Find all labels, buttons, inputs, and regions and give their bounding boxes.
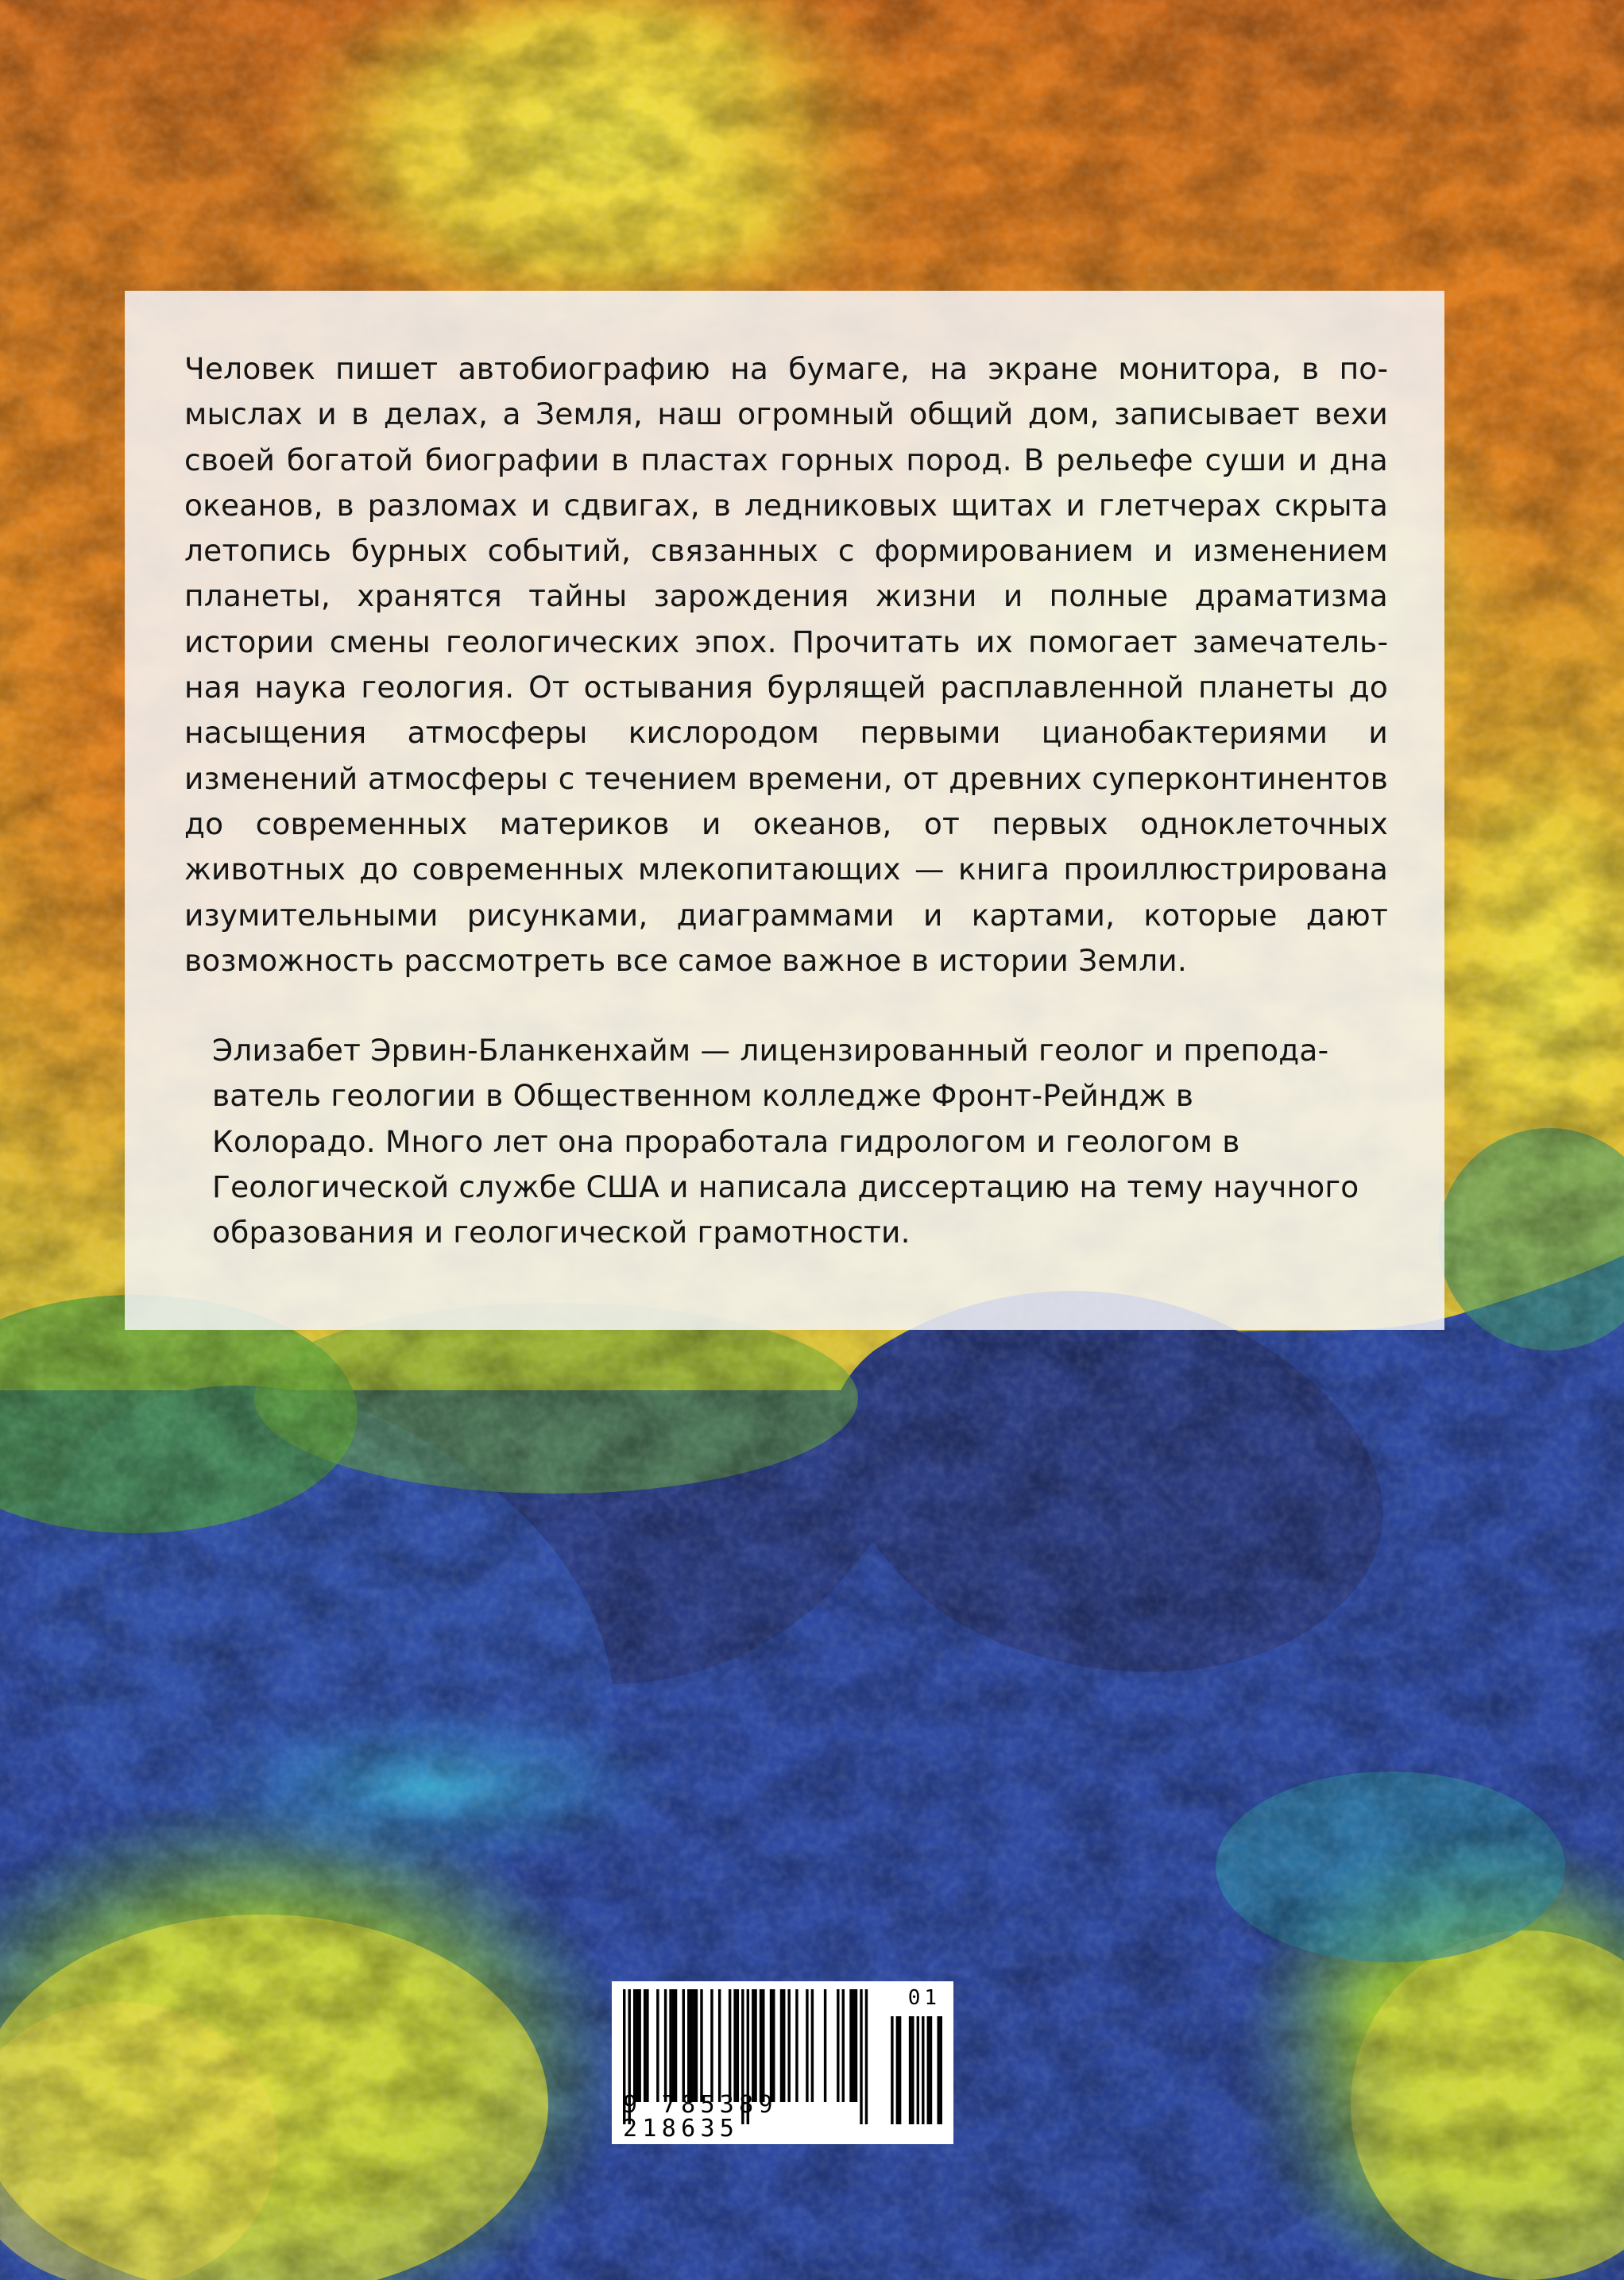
- barcode-bar: [762, 1989, 764, 2102]
- barcode-bar: [638, 1989, 640, 2102]
- barcode-bar: [806, 1989, 808, 2102]
- barcode-bar: [865, 1989, 868, 2124]
- barcode-bar: [693, 1989, 695, 2102]
- isbn-barcode: [612, 1981, 953, 2144]
- book-description: Человек пишет автобиографию на бумаге, на экране монитора, в помыслах и в делах, а Земля, наш огромный общий дом, записывает вехи своей богатой биографии в пластах горных пород. В рельефе суши и дна океанов, в разломах и сдвигах, в ледниковых щитах и глетчерах скрыта летопись бурных событий, связанных с формированием и изменением планеты, хранятся тайны зарождения жизни и полные драматизма истории смены геологических эпох. Прочитать их помогает замечательная наука геология. От остывания бурлящей расплавленной планеты до насыщения атмосферы кислородом первыми цианобактериями и изменений атмосферы с течением времени, от древних суперконтинентов до современных материков и океанов, от первых одноклеточных животных до современных млекопитающих — книга проиллюстрирована изумительными рисунками, диаграммами и картами, которые дают возможность рассмотреть все самое важное в истории Земли.: [184, 351, 1388, 978]
- barcode-bar: [855, 1989, 857, 2102]
- barcode-bar: [633, 1989, 636, 2102]
- barcode-bar: [849, 1989, 852, 2102]
- barcode-bar: [783, 1989, 785, 2102]
- barcode-bar: [644, 1989, 646, 2102]
- barcode-bar: [669, 1989, 671, 2102]
- barcode-bar: [729, 1989, 731, 2102]
- barcode-addon-bar: [899, 2016, 901, 2124]
- barcode-bar: [675, 1989, 677, 2102]
- barcode-bar: [710, 1989, 713, 2102]
- barcode-addon-bar: [891, 2016, 893, 2124]
- barcode-bar: [733, 1989, 736, 2102]
- barcode-bar: [656, 1989, 659, 2102]
- barcode-bar: [718, 1989, 721, 2102]
- barcode-bar: [695, 1989, 698, 2102]
- barcode-addon-bar: [938, 2016, 940, 2124]
- barcode-addon-bar: [940, 2016, 942, 2124]
- barcode-bar: [770, 1989, 772, 2102]
- barcode-bar: [700, 1989, 702, 2102]
- barcode-addon-bar: [922, 2016, 924, 2124]
- barcode-bar: [811, 1989, 814, 2102]
- barcode-bar: [842, 1989, 845, 2102]
- barcode-bar: [837, 1989, 839, 2102]
- barcode-bar: [795, 1989, 798, 2102]
- barcode-bar: [772, 1989, 775, 2102]
- barcode-bar: [780, 1989, 783, 2102]
- barcode-bar: [787, 1989, 790, 2102]
- barcode-addon-bar: [909, 2016, 911, 2124]
- barcode-addon-bar: [930, 2016, 932, 2124]
- barcode-addon-bar: [917, 2016, 919, 2124]
- barcode-bar: [860, 1989, 862, 2124]
- barcode-bar: [682, 1989, 685, 2102]
- barcode-bar: [752, 1989, 754, 2102]
- barcode-bar: [672, 1989, 675, 2102]
- barcode-bar: [754, 1989, 756, 2102]
- barcode-addon-bar: [911, 2016, 914, 2124]
- barcode-bar: [646, 1989, 648, 2102]
- isbn-number: 9 785389 218635: [623, 2091, 778, 2143]
- barcode-bar: [636, 1989, 638, 2102]
- barcode-bar: [664, 1989, 667, 2102]
- author-bio: Элизабет Эрвин-Бланкенхайм — лицензированный геолог и преподаватель геологии в Общественном колледже Фронт-Рейндж в Колорадо. Много лет она проработала гидрологом и геологом в Геологической службе США и написала диссертацию на тему научного образования и геологической грамотности.: [212, 1033, 1359, 1250]
- barcode-addon-bar: [927, 2016, 930, 2124]
- barcode-addon-number: 01: [907, 1986, 941, 2010]
- barcode-bar: [737, 1989, 739, 2102]
- barcode-bar: [687, 1989, 690, 2102]
- description-panel: [125, 291, 1444, 1330]
- barcode-bar: [824, 1989, 826, 2102]
- barcode-bar: [690, 1989, 692, 2102]
- barcode-bar: [760, 1989, 762, 2102]
- barcode-bar: [853, 1989, 855, 2102]
- barcode-addon-bar: [896, 2016, 899, 2124]
